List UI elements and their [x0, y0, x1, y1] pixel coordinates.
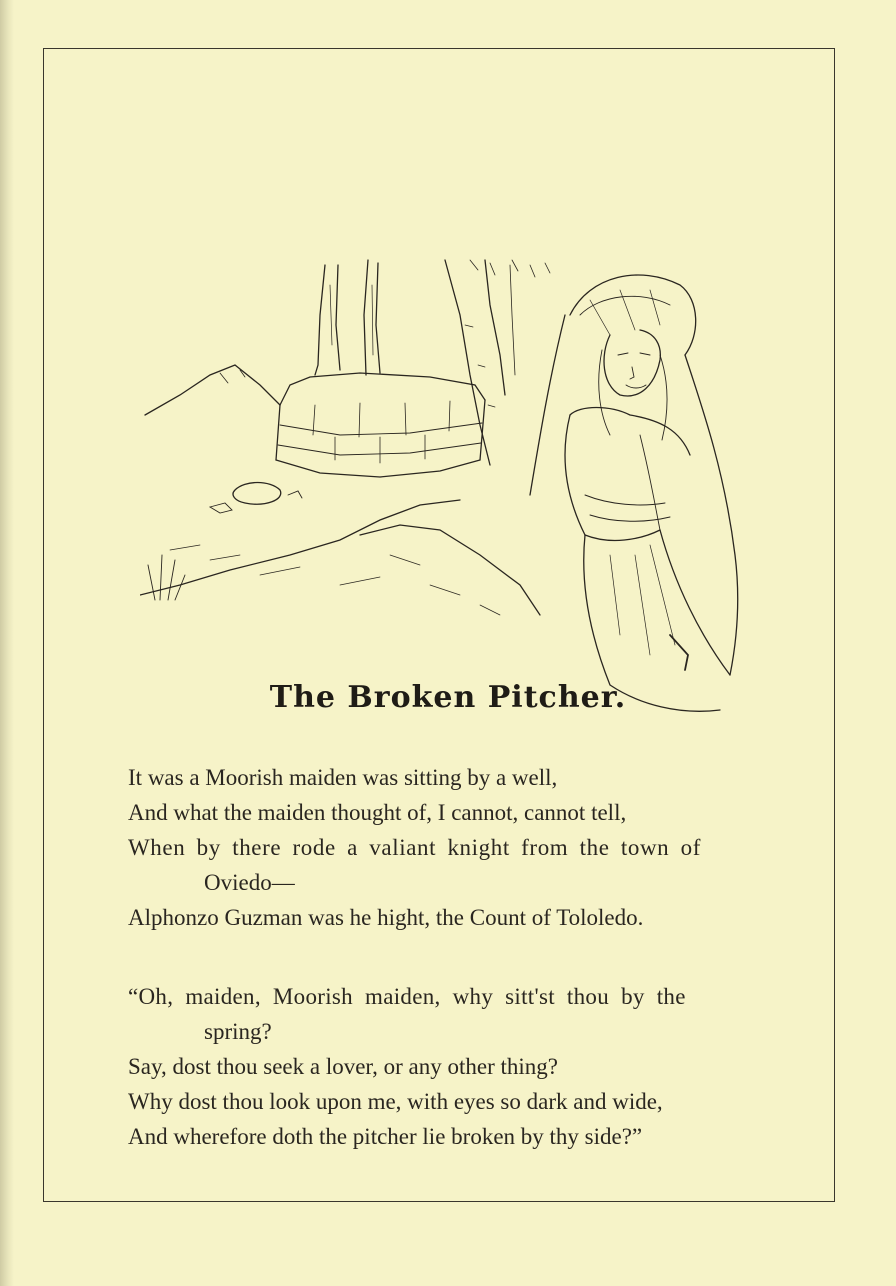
stanza-gap — [128, 935, 760, 979]
poem-body — [128, 760, 760, 1154]
poem-title: The Broken Pitcher. — [269, 680, 627, 715]
poem-line: And wherefore doth the pitcher lie broken by thy side?” — [128, 1124, 643, 1149]
poem-line: Say, dost thou seek a lover, or any other thing? — [128, 1054, 559, 1079]
poem-line: “Oh, maiden, Moorish maiden, why sitt'st thou by the — [128, 984, 686, 1009]
poem-line-continuation: spring? — [204, 1019, 272, 1044]
poem-line-continuation: Oviedo— — [204, 870, 295, 895]
page-binding-shadow — [0, 0, 14, 1286]
poem-line — [128, 760, 760, 795]
poem-line: Alphonzo Guzman was he hight, the Count of Tololedo. — [128, 905, 644, 930]
poem-line: When by there rode a valiant knight from the town of — [128, 835, 701, 860]
poem-line-text: was a Moorish maiden was sitting by a well, — [142, 765, 558, 790]
poem-line-drop-word: It — [128, 765, 143, 790]
moorish-maiden-illustration — [140, 255, 750, 725]
poem-line: Why dost thou look upon me, with eyes so dark and wide, — [128, 1089, 663, 1114]
poem-line: And what the maiden thought of, I cannot, cannot tell, — [128, 800, 627, 825]
